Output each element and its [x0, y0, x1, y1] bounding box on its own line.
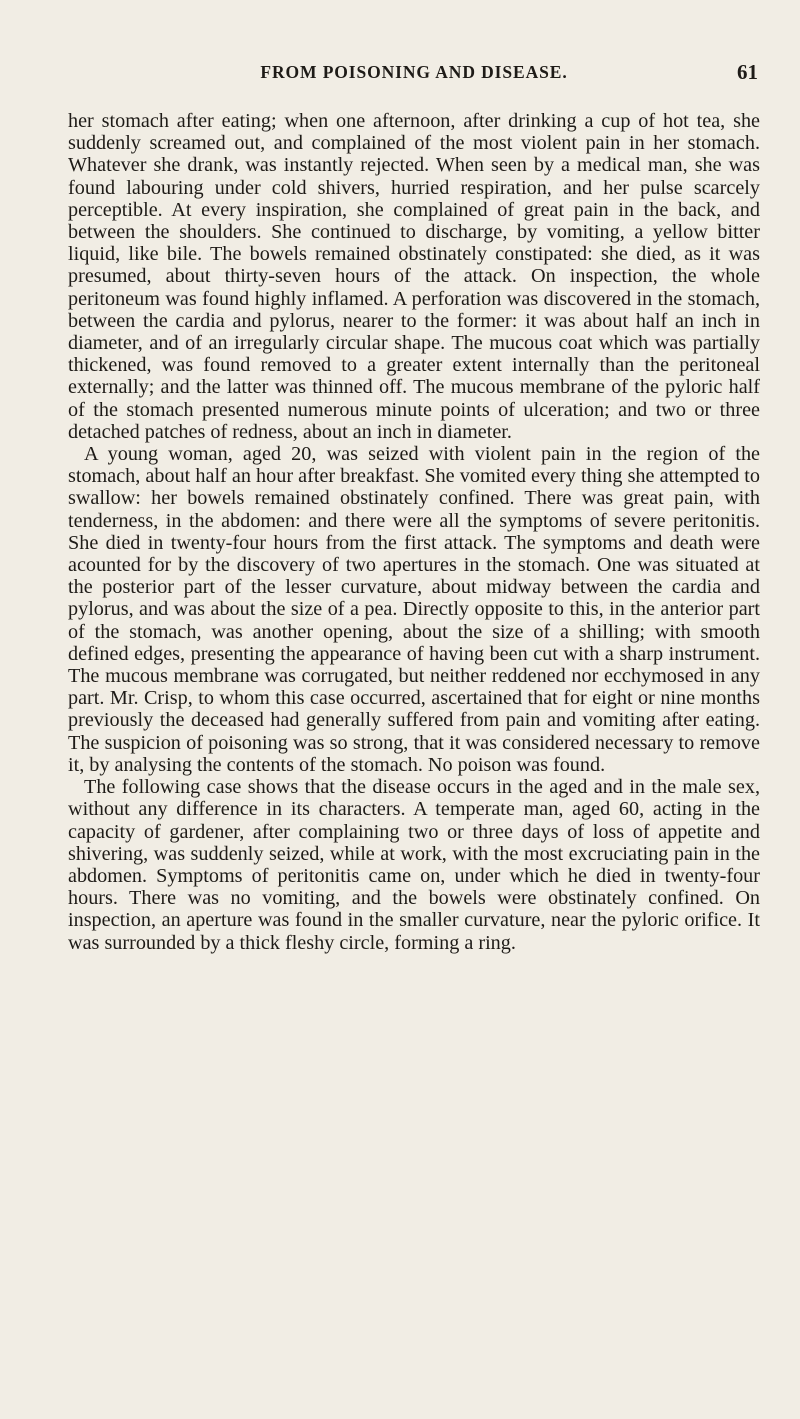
page-number: 61 — [737, 60, 758, 84]
paragraph-continued: her stomach after eating; when one afternoon, after drinking a cup of hot tea, she suddenly screamed out, and complained of the most violent pain in her stomach. Whatever she drank, was instantly rejected. When seen by a medical man, she was found labouring under cold shivers, hurried respiration, and her pulse scarcely perceptible. At every inspiration, she complained of great pain in the back, and between the shoulders. She continued to discharge, by vomiting, a yellow bitter liquid, like bile. The bowels remained obstinately constipated: she died, as it was presumed, about thirty-seven hours of the attack. On inspection, the whole peritoneum was found highly inflamed. A perforation was discovered in the stomach, between the cardia and pylorus, nearer to the former: it was about half an inch in diameter, and of an irregularly circular shape. The mucous coat which was partially thickened, was found removed to a greater extent internally than the peritoneal externally; and the latter was thinned off. The mucous membrane of the pyloric half of the stomach presented numerous minute points of ulceration; and two or three detached patches of redness, about an inch in diameter. — [68, 110, 760, 443]
running-header — [68, 60, 760, 84]
running-title: FROM POISONING AND DISEASE. — [260, 62, 568, 82]
body-text — [68, 110, 760, 954]
paragraph-gardener-case: The following case shows that the disease occurs in the aged and in the male sex, without any difference in its characters. A temperate man, aged 60, acting in the capacity of gardener, after complaining two or three days of loss of appetite and shivering, was suddenly seized, while at work, with the most excruciating pain in the abdomen. Symptoms of peritonitis came on, under which he died in twenty-four hours. There was no vomiting, and the bowels were obstinately confined. On inspection, an aperture was found in the smaller curvature, near the pyloric orifice. It was surrounded by a thick fleshy circle, forming a ring. — [68, 776, 760, 954]
paragraph-young-woman-case: A young woman, aged 20, was seized with violent pain in the region of the stomach, about half an hour after breakfast. She vomited every thing she attempted to swallow: her bowels remained obstinately confined. There was great pain, with tenderness, in the abdomen: and there were all the symptoms of severe peritonitis. She died in twenty-four hours from the first attack. The symptoms and death were acounted for by the discovery of two apertures in the stomach. One was situated at the posterior part of the lesser curvature, about midway between the cardia and pylorus, and was about the size of a pea. Directly opposite to this, in the anterior part of the stomach, was another opening, about the size of a shilling; with smooth defined edges, presenting the appearance of having been cut with a sharp instrument. The mucous membrane was corrugated, but neither reddened nor ecchymosed in any part. Mr. Crisp, to whom this case occurred, ascertained that for eight or nine months previously the deceased had generally suffered from pain and vomiting after eating. The suspicion of poisoning was so strong, that it was considered necessary to remove it, by analysing the contents of the stomach. No poison was found. — [68, 443, 760, 776]
